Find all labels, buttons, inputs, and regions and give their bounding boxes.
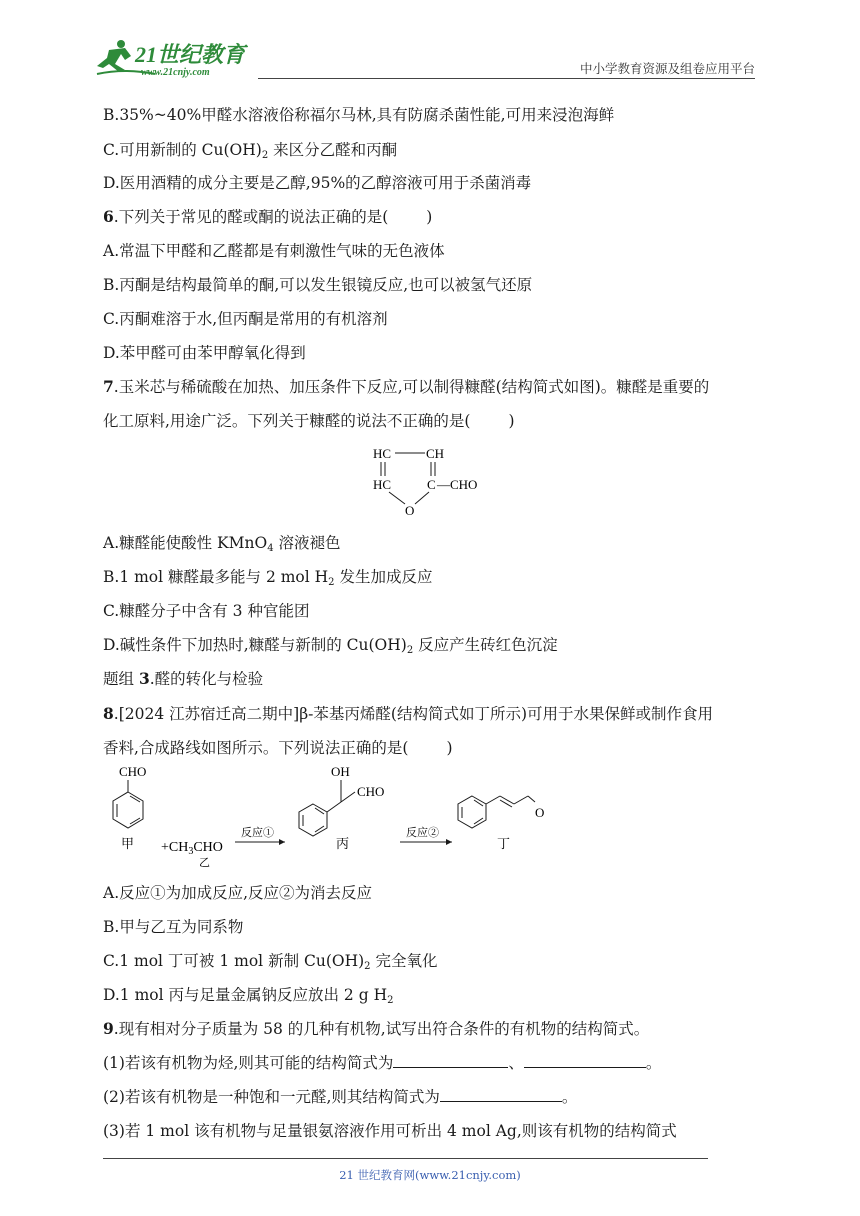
q6-stem: 6.下列关于常见的醛或酮的说法正确的是( ) xyxy=(103,207,433,226)
furfural-c: C xyxy=(427,477,436,492)
furfural-structure xyxy=(365,440,505,522)
furfural-hc-top: HC xyxy=(373,446,392,461)
q5-option-d: D.医用酒精的成分主要是乙醇,95%的乙醇溶液可用于杀菌消毒 xyxy=(103,174,532,192)
q8-stem-line1: 8.[2024 江苏宿迁高二期中]β-苯基丙烯醛(结构简式如丁所示)可用于水果保鲜或制作食用 xyxy=(103,704,713,723)
q8-option-d: D.1 mol 丙与足量金属钠反应放出 2 g $H_2$ xyxy=(103,986,394,1006)
compound-ding xyxy=(458,796,544,851)
compound-jia xyxy=(113,764,146,851)
yi-label: 乙 xyxy=(199,857,210,869)
answer-blank-1b[interactable] xyxy=(524,1052,646,1068)
page-header xyxy=(0,0,860,80)
furfural-ch-top: CH xyxy=(426,446,445,461)
q7-stem-line1: 7.玉米芯与稀硫酸在加热、加压条件下反应,可以制得糠醛(结构简式如图)。糠醛是重要的 xyxy=(103,377,710,396)
q7-option-d: D.碱性条件下加热时,糠醛与新制的 $Cu(OH)_2$ 反应产生砖红色沉淀 xyxy=(103,636,558,656)
furfural-o: O xyxy=(405,503,415,518)
q9-stem: 9.现有相对分子质量为 58 的几种有机物,试写出符合条件的有机物的结构简式。 xyxy=(103,1019,650,1038)
answer-blank-2[interactable] xyxy=(440,1086,562,1102)
header-rule xyxy=(258,78,755,79)
header-right-text: 中小学教育资源及组卷应用平台 xyxy=(579,61,755,76)
furfural-cho: —CHO xyxy=(437,477,478,492)
furfural-hc-bottom: HC xyxy=(373,477,392,492)
site-logo xyxy=(95,38,260,80)
q6-option-d: D.苯甲醛可由苯甲醇氧化得到 xyxy=(103,344,306,362)
group-3-heading: 题组 3.醛的转化与检验 xyxy=(103,669,264,688)
q5-option-b: B.35%~40%甲醛水溶液俗称福尔马林,具有防腐杀菌性能,可用来浸泡海鲜 xyxy=(103,106,615,124)
ding-label: 丁 xyxy=(497,836,511,851)
q8-option-a: A.反应①为加成反应,反应②为消去反应 xyxy=(103,884,373,902)
q6-option-c: C.丙酮难溶于水,但丙酮是常用的有机溶剂 xyxy=(103,310,388,328)
answer-blank-1a[interactable] xyxy=(393,1052,508,1068)
bing-oh: OH xyxy=(331,764,350,779)
footer-text: 21 世纪教育网(www.21cnjy.com) xyxy=(339,1168,521,1182)
compound-bing xyxy=(299,764,384,851)
q7-option-c: C.糠醛分子中含有 3 种官能团 xyxy=(103,602,310,620)
q7-option-a: A.糠醛能使酸性 KMnO$_4$ 溶液褪色 xyxy=(103,534,341,554)
q8-stem-line2: 香料,合成路线如图所示。下列说法正确的是( ) xyxy=(103,739,453,757)
logo-url: www.21cnjy.com xyxy=(141,67,210,78)
q6-option-b: B.丙酮是结构最简单的酮,可以发生银镜反应,也可以被氢气还原 xyxy=(103,276,533,294)
reagent-formula: $+CH_3CHO$ xyxy=(161,840,223,857)
bing-label: 丙 xyxy=(336,836,350,851)
q9-part-2: (2)若该有机物是一种饱和一元醛,则其结构简式为 。 xyxy=(103,1088,578,1106)
logo-text: 21世纪教育 xyxy=(135,42,246,67)
q9-part-3: (3)若 1 mol 该有机物与足量银氨溶液作用可析出 4 mol Ag,则该有机物的结构简式 xyxy=(103,1122,677,1140)
q5-option-c: C.可用新制的 $Cu(OH)_2$ 来区分乙醛和丙酮 xyxy=(103,141,398,161)
q7-option-b: B.1 mol 糠醛最多能与 2 mol $H_2$ 发生加成反应 xyxy=(103,568,433,588)
q8-option-c: C.1 mol 丁可被 1 mol 新制 $Cu(OH)_2$ 完全氧化 xyxy=(103,952,438,972)
q9-part-1: (1)若该有机物为烃,则其可能的结构简式为 、 。 xyxy=(103,1054,662,1072)
q7-stem-line2: 化工原料,用途广泛。下列关于糠醛的说法不正确的是( ) xyxy=(103,412,515,430)
ding-o: O xyxy=(535,805,545,820)
footer-rule xyxy=(103,1158,708,1159)
arrow-1-label: 反应① xyxy=(241,827,274,839)
jia-label: 甲 xyxy=(121,836,135,851)
reaction-scheme xyxy=(95,762,565,874)
q8-option-b: B.甲与乙互为同系物 xyxy=(103,918,244,936)
q6-option-a: A.常温下甲醛和乙醛都是有刺激性气味的无色液体 xyxy=(103,242,445,260)
bing-cho: CHO xyxy=(357,784,385,799)
jia-cho: CHO xyxy=(119,764,147,779)
arrow-2-label: 反应② xyxy=(406,827,439,839)
